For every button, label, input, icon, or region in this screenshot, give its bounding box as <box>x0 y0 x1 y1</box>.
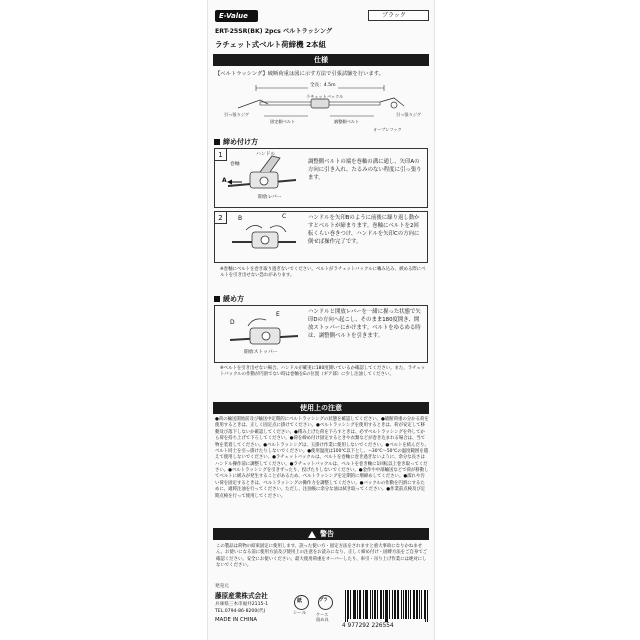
loosen-text: ハンドルと開放レバーを一緒に握った状態で矢印Dの方向へ起こし、そのまま180度開き、開放ストッパーにかけます。ベルトをゆるめる時は、調整側ベルトを引きます。 <box>308 309 421 340</box>
company-address: 兵庫県三木市福井2115-1 <box>215 602 269 607</box>
case-label: ケース 留め具 <box>316 612 329 623</box>
diagram-pull-jig-left: 引っ張りジグ <box>224 112 250 117</box>
paper-mark-label: 紙 <box>297 598 303 604</box>
barcode-bar <box>370 590 371 619</box>
diagram-pull-jig-right: 引っ張りジグ <box>396 112 422 117</box>
model-line: ERT-25SR(BK) 2pcs ベルトラッシング <box>215 28 333 35</box>
seller-label: 発売元 <box>215 584 229 589</box>
barcode-bar <box>357 590 358 619</box>
spec-heading: 仕様 <box>213 54 429 66</box>
step1-axle-label: 巻軸 <box>230 162 240 167</box>
caution-heading: 使用上の注意 <box>213 402 429 414</box>
barcode-bar <box>427 590 428 622</box>
barcode-bar <box>417 590 418 619</box>
barcode-bar <box>395 590 396 619</box>
barcode-bar <box>405 590 406 619</box>
tighten-heading: 締め付け方 <box>214 137 258 147</box>
product-title: ラチェット式ベルト荷締機 2本組 <box>215 40 326 49</box>
barcode-bar <box>387 590 388 622</box>
barcode-bar <box>377 590 378 619</box>
barcode-bar <box>406 590 407 619</box>
barcode-number: 4 977292 226554 <box>342 623 394 629</box>
warning-text: この製品は荷物の結束固定に使用します。誤った使い方・固定方法をされますと重大事故になりかねません。お使いになる前に使用方法及び使用上の注意をお読みになり、正しく締め付け・固縛方法をご自身でご確認ください。安全にお使いください。最大使用荷重をオーバーしたり、車引・吊り上げ作業には絶対にしないでください。 <box>216 544 428 569</box>
barcode-bar <box>366 590 367 619</box>
step2-text: ハンドルを矢印Bのように前後に繰り返し動かすとベルトが締まります。巻軸にベルトを2回転くらい巻きつけ、ハンドルを矢印Cの方向に倒せば操作完了です。 <box>308 215 420 246</box>
barcode-bar <box>410 590 411 619</box>
diagram-adjust-belt: 調整側ベルト <box>334 119 360 124</box>
step2-arrow-b: B <box>238 215 243 222</box>
warning-heading <box>213 528 429 540</box>
barcode-bar <box>392 590 393 619</box>
barcode-bar <box>347 590 348 622</box>
barcode-bar <box>383 590 384 619</box>
company-name: 藤原産業株式会社 <box>215 592 268 600</box>
barcode-bar <box>398 590 399 619</box>
barcode-bar <box>359 590 360 619</box>
barcode-bar <box>375 590 376 619</box>
barcode-bar <box>413 590 414 619</box>
loosen-arrow-e: E <box>276 311 280 318</box>
barcode-bar <box>397 590 398 619</box>
barcode-bar <box>414 590 415 619</box>
barcode-bar <box>381 590 382 619</box>
barcode-bar <box>425 590 426 622</box>
diagram-fixed-belt: 固定側ベルト <box>270 119 296 124</box>
barcode-bar <box>403 590 404 619</box>
barcode-bar <box>360 590 361 619</box>
product-card <box>207 0 435 640</box>
plastic-mark-label: プラ <box>319 598 328 603</box>
barcode-bar <box>374 590 375 619</box>
barcode-bar <box>421 590 422 619</box>
barcode-bar <box>367 590 368 619</box>
warning-heading-label: 警告 <box>320 530 334 538</box>
barcode-bar <box>345 590 346 622</box>
step1-lever-label: 開放レバー <box>258 195 282 200</box>
barcode-bar <box>380 590 381 619</box>
barcode-bar <box>365 590 366 619</box>
barcode-bar <box>419 590 420 619</box>
barcode-bar <box>372 590 373 619</box>
loosen-heading: 緩め方 <box>214 294 244 304</box>
barcode <box>345 590 429 622</box>
company-tel: TEL.0794-86-8200(代) <box>215 609 266 614</box>
barcode-bar <box>424 590 425 619</box>
seal-label: シール <box>293 611 307 616</box>
barcode-bar <box>355 590 356 619</box>
step2-arrow-c: C <box>282 213 287 220</box>
tighten-note: ※巻軸にベルトを巻き取り過ぎないでください。ベルトがラチェットバックルに噛み込み、緩める際にベルトを引き出せない恐れがあります。 <box>220 267 426 279</box>
loosen-note: ※ベルトを引き出せない場合、ハンドルが確実に180度開いているか確認してください。また、ラチェットバックルの作動が円滑でない時は巻軸をEの位置（ギア部）に少し注油してください。 <box>220 366 426 378</box>
diagram-total-length: 全長：4.5m <box>310 83 336 88</box>
barcode-bar <box>386 590 387 622</box>
step1-number: 1 <box>215 149 227 161</box>
color-label: ブラック <box>382 12 406 19</box>
barcode-bar <box>348 590 349 619</box>
caution-text: ●荷の輸送開始前及び輸送中定期的にベルトラッシングの状態を確認してください。●破断荷重の分かる荷を使用するときは、正しく固定点に掛けてください。●ベルトラッシングを使用するときは、荷が安定して移動及び落下しないか確認してください。●積み上げた荷を下ろすときは、必ずベルトラッシングを外してから荷を持ち上げて下ろしてください。●荷を締め付け固定するときや衣類などが巻き込まれる場合は、当て物を装着してください。●ベルトラッシングは、玉掛け作業に使用しないでください。●ベルトを結んだり、ベルト同士を引っ掛けたりしないでください。●使用温度は100℃以下とし、−30℃〜50℃の温度範囲を越えて使用しないでください。●ラチェットバックルは、ベルトを巻軸に巻き過ぎないように、余分な長さはハンドル操作前に調整してください。●ラチェットバックルは、ベルトを巻き軸に1回転以上巻き取ってください。●ベルトラッシングを引きずったり、投げたりしないでください。●金作や中部輸送などで荷が移動してベルトに緩みが発生することがあるため、ベルトラッシングを定期的に増締めしてください。●濡れや汚い荷を固定するときは、ベルトラッシングの操作力を調整してください。●バックルの作動を円滑にするために、適時注油を行ってください。ただし、注油後に余分な油は拭き取ってください。●作業前点検及び定期点検を行って使用してください。 <box>215 417 429 499</box>
step1-text: 調整側ベルトの端を巻軸の溝に通し、矢印Aの方向に引き入れ、たるみのない程度に引っ張ります。 <box>308 159 422 182</box>
barcode-bar <box>363 590 364 619</box>
barcode-bar <box>350 590 351 619</box>
barcode-bar <box>389 590 390 619</box>
step2-illustration <box>226 220 306 260</box>
loosen-arrow-d: D <box>230 319 235 326</box>
brand-name: E-Value <box>219 12 248 20</box>
loosen-illustration <box>226 311 306 354</box>
origin-label: MADE IN CHINA <box>215 617 258 623</box>
warning-icon <box>308 531 316 538</box>
barcode-bar <box>394 590 395 619</box>
step1-handle-label: ハンドル <box>256 152 276 157</box>
barcode-bar <box>385 590 386 622</box>
diagram-open-hook: オープンフック <box>373 127 402 132</box>
step1-arrow-a: A <box>222 177 227 184</box>
barcode-bar <box>353 590 354 619</box>
diagram-ratchet: ラチェットバックル <box>306 94 344 99</box>
barcode-bar <box>416 590 417 619</box>
loosen-stopper-label: 開放ストッパー <box>244 350 278 355</box>
barcode-bar <box>408 590 409 619</box>
barcode-bar <box>401 590 402 619</box>
spec-text: 【ベルトラッシング】破断荷重は図に示す方法で引張試験を行います。 <box>215 71 384 77</box>
barcode-bar <box>354 590 355 619</box>
step2-number: 2 <box>215 212 227 224</box>
